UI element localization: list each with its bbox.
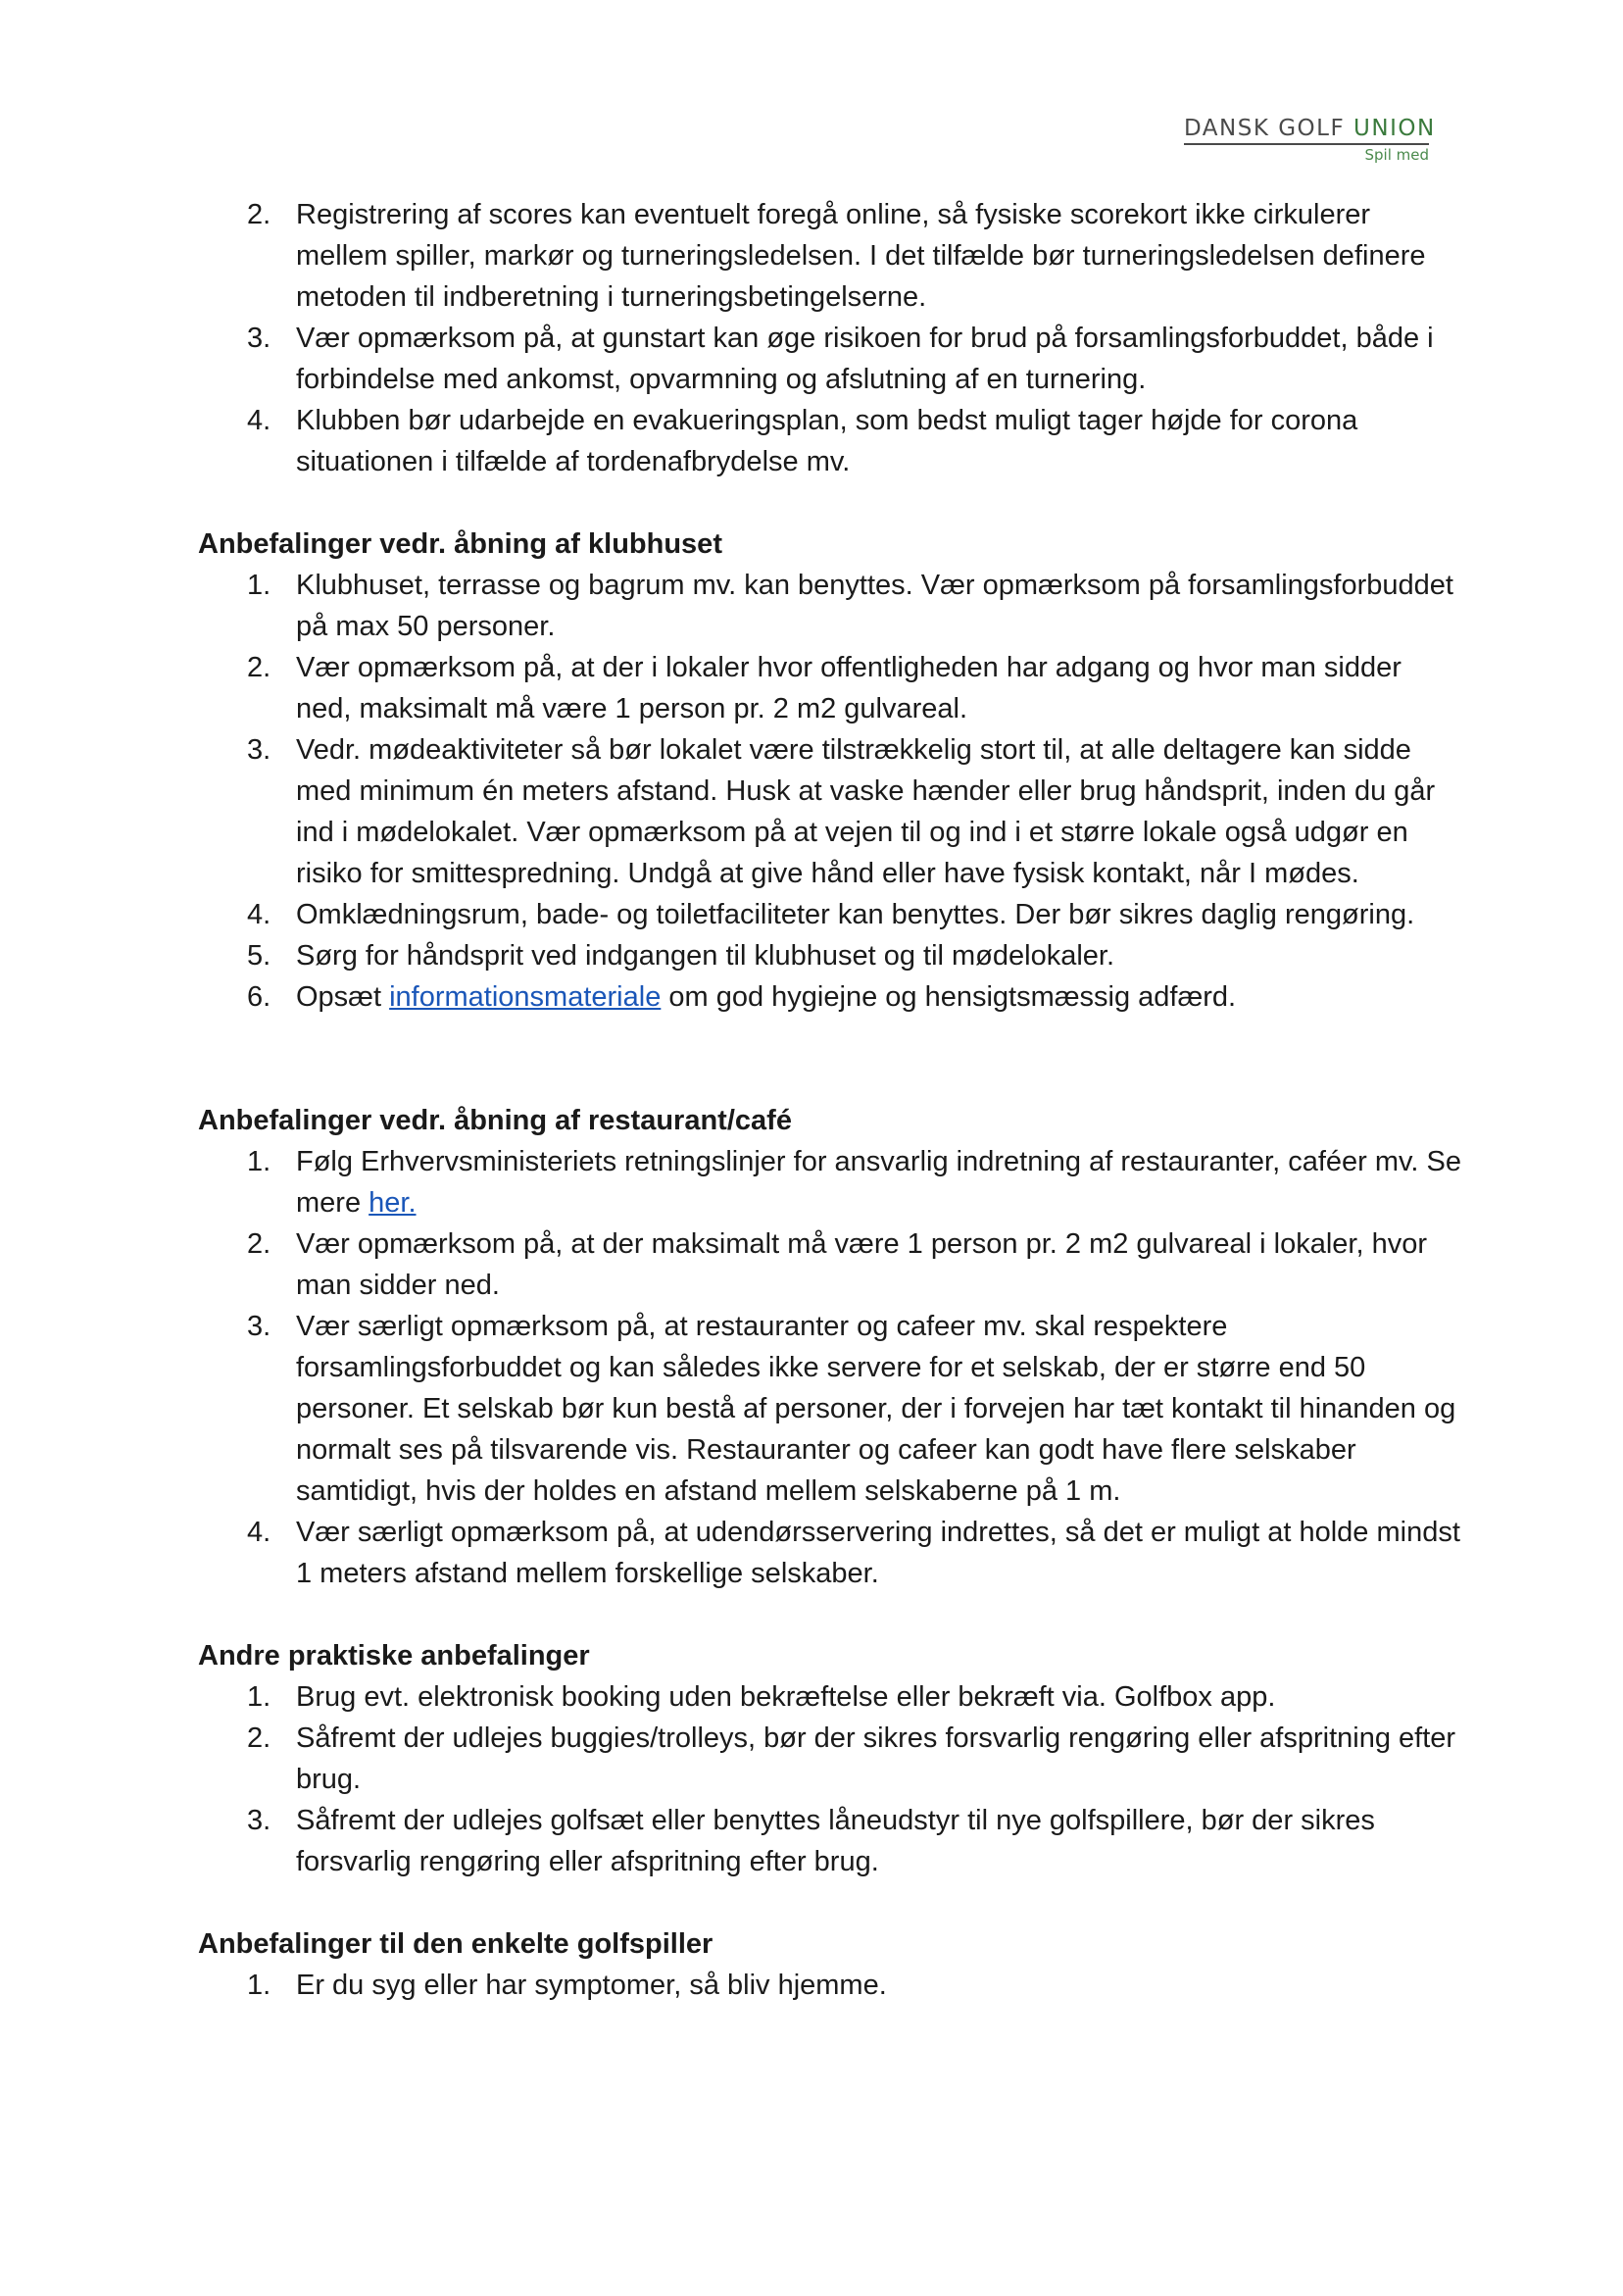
logo-rule <box>1184 143 1429 145</box>
list-number: 2. <box>247 1722 271 1754</box>
list-number: 4. <box>247 405 271 436</box>
spacer <box>198 1018 1462 1100</box>
document-body <box>198 194 1462 2006</box>
list-number: 2. <box>247 199 271 230</box>
list-item <box>198 1141 1462 1223</box>
list-text: Vær særligt opmærksom på, at restauranter og cafeer mv. skal respektere forsamlingsforbuddet og kan således ikke servere for et selskab, der er større end 50 personer. Et selskab bør kun bestå af personer, der i forvejen har tæt kontakt til hinanden og normalt ses på tilsvarende vis. Restauranter og cafeer kan godt have flere selskaber samtidigt, hvis der holdes en afstand mellem selskaberne på 1 m. <box>296 1311 1456 1507</box>
list-number: 3. <box>247 734 271 766</box>
list-top <box>198 194 1462 482</box>
list-item <box>198 1306 1462 1512</box>
list-number: 1. <box>247 1146 271 1177</box>
list-number: 1. <box>247 1681 271 1713</box>
list-number: 2. <box>247 652 271 683</box>
list-clubhouse <box>198 565 1462 1018</box>
list-item <box>198 1800 1462 1882</box>
list-item <box>198 935 1462 976</box>
informationsmateriale-link[interactable]: informationsmateriale <box>389 981 662 1013</box>
list-item <box>198 318 1462 400</box>
list-item <box>198 729 1462 894</box>
logo-union: UNION <box>1353 116 1436 141</box>
list-item <box>198 194 1462 318</box>
list-text: Registrering af scores kan eventuelt foregå online, så fysiske scorekort ikke cirkulerer mellem spiller, markør og turneringsledelsen. I det tilfælde bør turneringsledelsen definere metoden til indberetning i turneringsbetingelserne. <box>296 199 1426 313</box>
list-number: 4. <box>247 899 271 930</box>
list-text: Såfremt der udlejes buggies/trolleys, bør der sikres forsvarlig rengøring eller afspritning efter brug. <box>296 1722 1456 1795</box>
list-item <box>198 1223 1462 1306</box>
list-item <box>198 400 1462 482</box>
heading-other: Andre praktiske anbefalinger <box>198 1640 590 1672</box>
list-text: Vær opmærksom på, at gunstart kan øge risikoen for brud på forsamlingsforbuddet, både i forbindelse med ankomst, opvarmning og afslutning af en turnering. <box>296 323 1434 395</box>
list-item <box>198 565 1462 647</box>
list-text-before: Følg Erhvervsministeriets retningslinjer for ansvarlig indretning af restauranter, caféer mv. Se mere <box>296 1146 1461 1219</box>
dansk-golf-union-logo <box>1184 116 1436 164</box>
list-text: Brug evt. elektronisk booking uden bekræftelse eller bekræft via. Golfbox app. <box>296 1681 1276 1713</box>
list-text: Sørg for håndsprit ved indgangen til klubhuset og til mødelokaler. <box>296 940 1115 972</box>
list-other <box>198 1676 1462 1882</box>
spacer <box>198 1882 1462 1923</box>
list-number: 3. <box>247 1311 271 1342</box>
logo-wordmark <box>1184 116 1436 141</box>
list-text: Klubben bør udarbejde en evakueringsplan, som bedst muligt tager højde for corona situationen i tilfælde af tordenafbrydelse mv. <box>296 405 1358 477</box>
list-text: Vær opmærksom på, at der maksimalt må være 1 person pr. 2 m2 gulvareal i lokaler, hvor man sidder ned. <box>296 1228 1428 1301</box>
list-restaurant <box>198 1141 1462 1594</box>
list-text: Er du syg eller har symptomer, så bliv hjemme. <box>296 1970 887 2001</box>
heading-clubhouse: Anbefalinger vedr. åbning af klubhuset <box>198 528 722 560</box>
heading-restaurant: Anbefalinger vedr. åbning af restaurant/café <box>198 1105 792 1136</box>
list-number: 1. <box>247 1970 271 2001</box>
list-item <box>198 1512 1462 1594</box>
list-item <box>198 894 1462 935</box>
list-text: Vedr. mødeaktiviteter så bør lokalet være tilstrækkelig stort til, at alle deltagere kan sidde med minimum én meters afstand. Husk at vaske hænder eller brug håndsprit, inden du går ind i mødelokalet. Vær opmærksom på at vejen til og ind i et større lokale også udgør en risiko for smittespredning. Undgå at give hånd eller have fysisk kontakt, når I mødes. <box>296 734 1436 889</box>
list-item <box>198 1965 1462 2006</box>
list-player <box>198 1965 1462 2006</box>
list-item <box>198 1718 1462 1800</box>
list-item <box>198 647 1462 729</box>
heading-player: Anbefalinger til den enkelte golfspiller <box>198 1928 713 1960</box>
logo-name: DANSK GOLF <box>1184 116 1346 141</box>
list-text-before: Opsæt <box>296 981 390 1013</box>
list-text: Vær særligt opmærksom på, at udendørsservering indrettes, så det er muligt at holde mindst 1 meters afstand mellem forskellige selskaber. <box>296 1517 1460 1589</box>
spacer <box>198 482 1462 524</box>
list-text: Vær opmærksom på, at der i lokaler hvor offentligheden har adgang og hvor man sidder ned, maksimalt må være 1 person pr. 2 m2 gulvareal. <box>296 652 1402 724</box>
list-item <box>198 1676 1462 1718</box>
list-number: 3. <box>247 1805 271 1836</box>
list-item <box>198 976 1462 1018</box>
list-number: 1. <box>247 570 271 601</box>
list-number: 3. <box>247 323 271 354</box>
list-number: 5. <box>247 940 271 972</box>
list-number: 4. <box>247 1517 271 1548</box>
list-number: 2. <box>247 1228 271 1260</box>
list-number: 6. <box>247 981 271 1013</box>
her-link[interactable]: her. <box>369 1187 417 1219</box>
list-text: Klubhuset, terrasse og bagrum mv. kan benyttes. Vær opmærksom på forsamlingsforbuddet på max 50 personer. <box>296 570 1453 642</box>
list-text: Omklædningsrum, bade- og toiletfaciliteter kan benyttes. Der bør sikres daglig rengøring. <box>296 899 1415 930</box>
list-text-after: om god hygiejne og hensigtsmæssig adfærd. <box>661 981 1237 1013</box>
spacer <box>198 1594 1462 1635</box>
list-text: Såfremt der udlejes golfsæt eller benyttes låneudstyr til nye golfspillere, bør der sikres forsvarlig rengøring eller afspritning efter brug. <box>296 1805 1375 1877</box>
logo-tagline: Spil med <box>1364 146 1429 164</box>
